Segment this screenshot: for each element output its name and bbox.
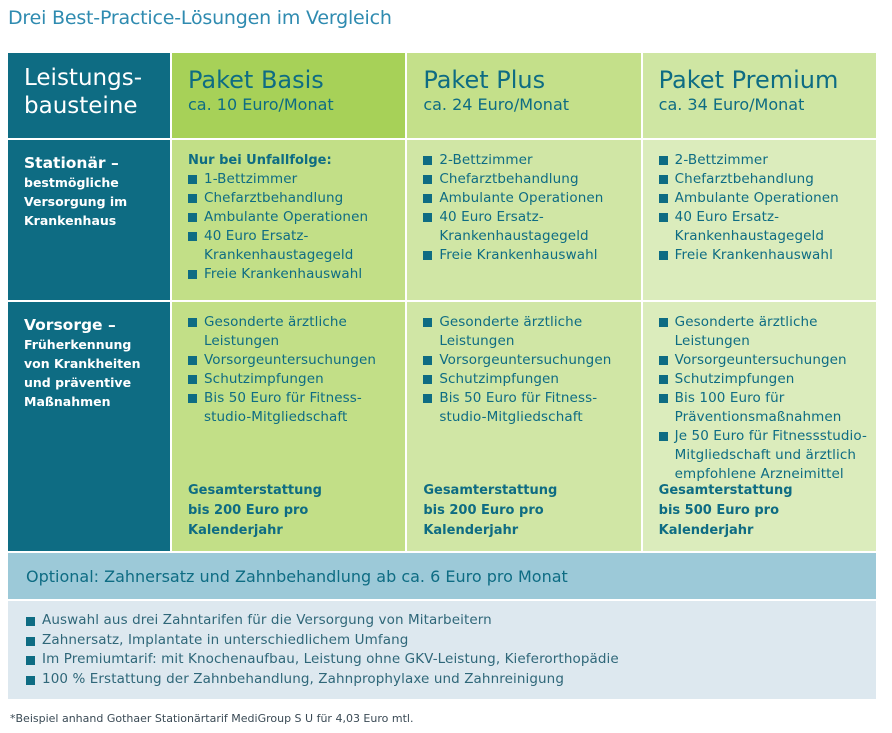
vorsorge-plus-cell bbox=[407, 302, 640, 551]
comparison-table bbox=[8, 53, 876, 551]
package-plus-header bbox=[407, 53, 640, 138]
header-label-line: Leistungs- bbox=[24, 65, 142, 91]
package-price: ca. 34 Euro/Monat bbox=[658, 95, 805, 114]
row-label-vorsorge bbox=[8, 302, 170, 551]
optional-item: Im Premiumtarif: mit Knochenaufbau, Leistung ohne GKV-Leistung, Kieferorthopädie bbox=[26, 650, 876, 670]
total-line: Gesamterstattung bbox=[658, 483, 793, 498]
total-reimbursement bbox=[188, 481, 405, 541]
header-label-line: bausteine bbox=[24, 93, 138, 119]
benefit-item: Ambulante Operationen bbox=[659, 189, 868, 208]
benefit-item: Vorsorgeuntersuchungen bbox=[423, 351, 632, 370]
package-price: ca. 24 Euro/Monat bbox=[423, 95, 570, 114]
footnote: *Beispiel anhand Gothaer Stationärtarif MediGroup S U für 4,03 Euro mtl. bbox=[10, 712, 414, 725]
optional-list bbox=[26, 611, 876, 689]
benefit-item: Je 50 Euro für Fitnessstudio-Mitgliedschaft und ärztlich empfohlene Arzneimittel bbox=[659, 427, 868, 484]
vorsorge-basis-cell bbox=[172, 302, 405, 551]
benefit-item: 40 Euro Ersatz-Krankenhaustagegeld bbox=[659, 208, 868, 246]
total-reimbursement bbox=[659, 481, 876, 541]
benefit-item: Gesonderte ärztliche Leistungen bbox=[188, 313, 397, 351]
benefit-item: Schutzimpfungen bbox=[659, 370, 868, 389]
stationaer-premium-cell bbox=[643, 140, 876, 300]
package-premium-header bbox=[643, 53, 876, 138]
total-reimbursement bbox=[423, 481, 640, 541]
package-basis-header bbox=[172, 53, 405, 138]
stationaer-plus-cell bbox=[407, 140, 640, 300]
benefit-list bbox=[188, 170, 397, 284]
benefit-item: 1-Bettzimmer bbox=[188, 170, 397, 189]
optional-item: Zahnersatz, Implantate in unterschiedlichem Umfang bbox=[26, 631, 876, 651]
benefit-item: Bis 100 Euro für Präventionsmaßnahmen bbox=[659, 389, 868, 427]
benefit-item: 2-Bettzimmer bbox=[659, 151, 868, 170]
benefit-item: Chefarztbehandlung bbox=[423, 170, 632, 189]
total-line: Gesamterstattung bbox=[188, 483, 322, 498]
vorsorge-premium-cell bbox=[643, 302, 876, 551]
row-label-sub: und präventive bbox=[24, 375, 132, 390]
benefit-item: Bis 50 Euro für Fitness-studio-Mitgliedschaft bbox=[423, 389, 632, 427]
row-label-sub: Früherkennung bbox=[24, 337, 132, 352]
benefit-item: Vorsorgeuntersuchungen bbox=[659, 351, 868, 370]
benefit-item: Freie Krankenhauswahl bbox=[659, 246, 868, 265]
total-line: bis 500 Euro pro Kalenderjahr bbox=[658, 503, 779, 538]
total-line: bis 200 Euro pro Kalenderjahr bbox=[423, 503, 544, 538]
total-line: Gesamterstattung bbox=[423, 483, 558, 498]
benefit-item: Chefarztbehandlung bbox=[188, 189, 397, 208]
optional-dental-header: Optional: Zahnersatz und Zahnbehandlung ab ca. 6 Euro pro Monat bbox=[8, 553, 876, 599]
benefit-item: Bis 50 Euro für Fitness-studio-Mitgliedschaft bbox=[188, 389, 397, 427]
benefit-item: Ambulante Operationen bbox=[188, 208, 397, 227]
row-label-title: Vorsorge – bbox=[24, 316, 116, 334]
package-name: Paket Premium bbox=[658, 66, 839, 94]
header-label bbox=[8, 53, 170, 138]
optional-item: 100 % Erstattung der Zahnbehandlung, Zahnprophylaxe und Zahnreinigung bbox=[26, 670, 876, 690]
stationaer-basis-cell bbox=[172, 140, 405, 300]
benefit-item: Schutzimpfungen bbox=[188, 370, 397, 389]
benefit-item: Chefarztbehandlung bbox=[659, 170, 868, 189]
row-label-title: Stationär – bbox=[24, 154, 119, 172]
benefit-item: Freie Krankenhauswahl bbox=[188, 265, 397, 284]
benefit-item: Vorsorgeuntersuchungen bbox=[188, 351, 397, 370]
row-label-sub: Maßnahmen bbox=[24, 394, 111, 409]
row-label-sub: Krankenhaus bbox=[24, 213, 117, 228]
row-label-stationaer bbox=[8, 140, 170, 300]
row-label-sub: bestmögliche bbox=[24, 175, 119, 190]
benefit-item: Gesonderte ärztliche Leistungen bbox=[423, 313, 632, 351]
benefit-list bbox=[188, 313, 397, 427]
package-name: Paket Basis bbox=[188, 66, 324, 94]
benefit-list bbox=[423, 151, 632, 265]
package-price: ca. 10 Euro/Monat bbox=[188, 95, 334, 114]
row-label-sub: Versorgung im bbox=[24, 194, 128, 209]
benefit-list bbox=[659, 151, 868, 265]
benefit-item: Freie Krankenhauswahl bbox=[423, 246, 632, 265]
row-label-sub: von Krankheiten bbox=[24, 356, 141, 371]
package-name: Paket Plus bbox=[423, 66, 546, 94]
optional-item: Auswahl aus drei Zahntarifen für die Versorgung von Mitarbeitern bbox=[26, 611, 876, 631]
total-line: bis 200 Euro pro Kalenderjahr bbox=[188, 503, 309, 538]
benefit-list bbox=[659, 313, 868, 484]
benefit-item: 40 Euro Ersatz-Krankenhaustagegeld bbox=[423, 208, 632, 246]
benefit-item: 40 Euro Ersatz-Krankenhaustagegeld bbox=[188, 227, 397, 265]
benefit-list bbox=[423, 313, 632, 427]
cell-lead: Nur bei Unfallfolge: bbox=[188, 153, 332, 168]
benefit-item: Schutzimpfungen bbox=[423, 370, 632, 389]
benefit-item: Gesonderte ärztliche Leistungen bbox=[659, 313, 868, 351]
optional-dental-body bbox=[8, 601, 876, 699]
page-title: Drei Best-Practice-Lösungen im Vergleich bbox=[8, 7, 392, 29]
benefit-item: 2-Bettzimmer bbox=[423, 151, 632, 170]
benefit-item: Ambulante Operationen bbox=[423, 189, 632, 208]
